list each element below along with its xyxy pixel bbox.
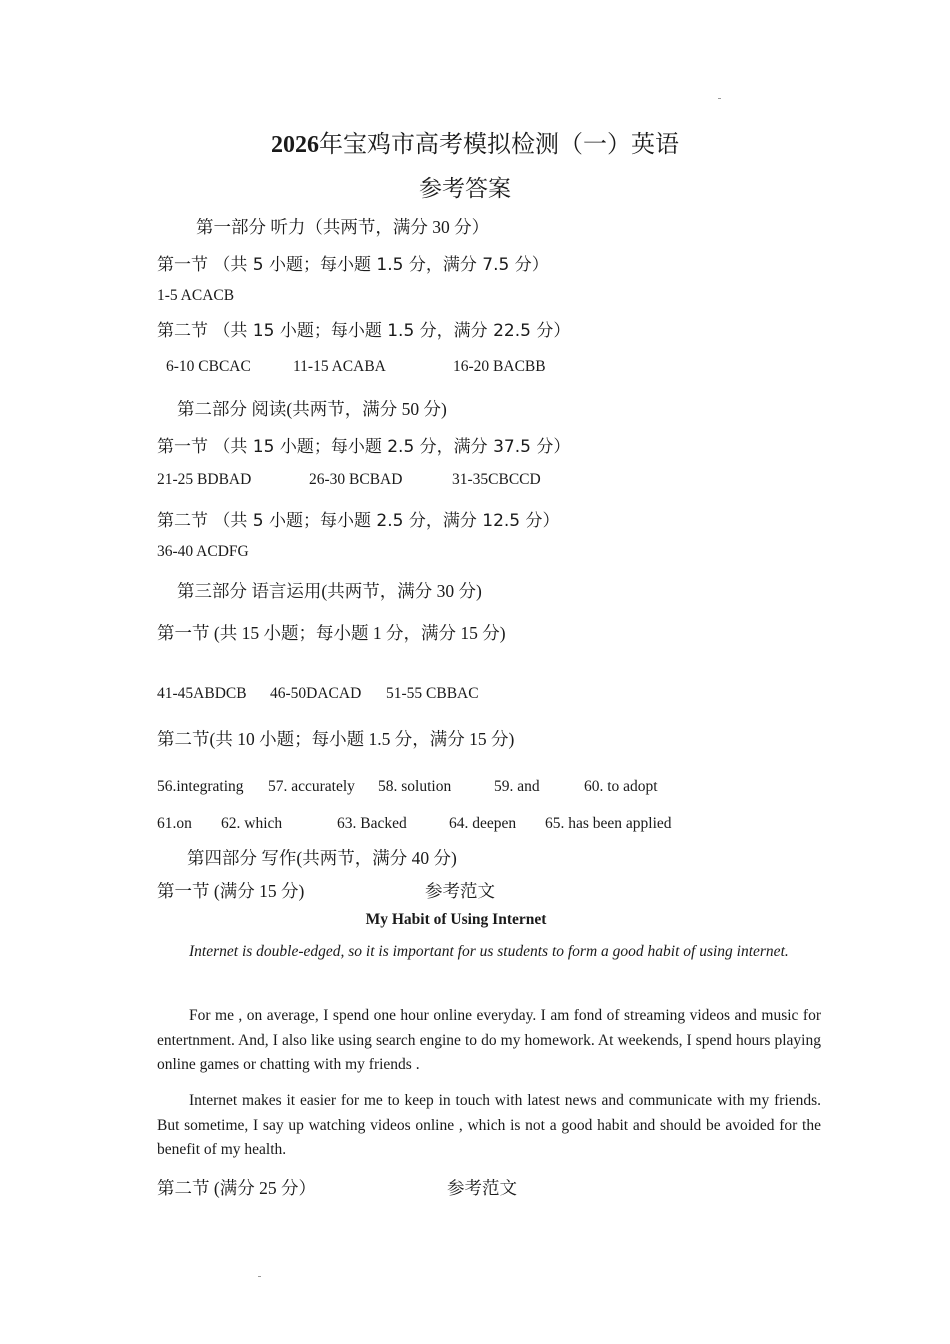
scan-speck bbox=[258, 1276, 261, 1277]
answer-item: 65. has been applied bbox=[545, 815, 672, 832]
part1-sec1-heading: 第一节 （共 5 小题；每小题 1.5 分，满分 7.5 分） bbox=[157, 255, 549, 275]
part1-sec2-heading: 第二节 （共 15 小题；每小题 1.5 分，满分 22.5 分） bbox=[157, 321, 571, 341]
answer-item: 61.on bbox=[157, 815, 192, 832]
part2-sec2-heading: 第二节 （共 5 小题；每小题 2.5 分，满分 12.5 分） bbox=[157, 511, 560, 531]
answer-group: 41-45ABDCB bbox=[157, 685, 247, 702]
answer-group: 6-10 CBCAC bbox=[166, 358, 251, 375]
part2-heading: 第二部分 阅读(共两节，满分 50 分) bbox=[177, 399, 447, 419]
part4-heading: 第四部分 写作(共两节，满分 40 分) bbox=[187, 848, 457, 868]
essay-title: My Habit of Using Internet bbox=[365, 911, 547, 928]
answer-item: 64. deepen bbox=[449, 815, 517, 832]
part4-sec1-heading: 第一节 (满分 15 分) bbox=[157, 881, 305, 901]
part4-sec2-heading: 第二节 (满分 25 分） bbox=[157, 1178, 316, 1198]
part2-sec1-heading: 第一节 （共 15 小题；每小题 2.5 分，满分 37.5 分） bbox=[157, 437, 571, 457]
answer-group: 31-35CBCCD bbox=[452, 471, 541, 488]
part3-sec1-heading: 第一节 (共 15 小题；每小题 1 分，满分 15 分) bbox=[157, 623, 506, 643]
essay-paragraph: Internet makes it easier for me to keep in touch with latest news and communicate with my friends. But sometime, I say up watching videos online , which is not a good habit and should be avoided for the benefit of my health. bbox=[157, 1092, 821, 1158]
answer-group: 21-25 BDBAD bbox=[157, 471, 252, 488]
answer-item: 62. which bbox=[221, 815, 283, 832]
answer-item: 57. accurately bbox=[268, 778, 355, 795]
part1-heading: 第一部分 听力（共两节，满分 30 分） bbox=[196, 217, 490, 237]
answer-group: 51-55 CBBAC bbox=[386, 685, 479, 702]
part3-heading: 第三部分 语言运用(共两节，满分 30 分) bbox=[177, 581, 482, 601]
answer-group: 46-50DACAD bbox=[270, 685, 362, 702]
answer-group: 26-30 BCBAD bbox=[309, 471, 403, 488]
part3-sec2-heading: 第二节(共 10 小题；每小题 1.5 分，满分 15 分) bbox=[157, 729, 515, 749]
answer-group: 1-5 ACACB bbox=[157, 287, 235, 304]
sample-essay-label: 参考范文 bbox=[447, 1178, 517, 1198]
document-title: 2026年宝鸡市高考模拟检测（一）英语 bbox=[271, 132, 679, 158]
sample-essay-label: 参考范文 bbox=[425, 881, 495, 901]
answer-item: 59. and bbox=[494, 778, 540, 795]
document-subtitle: 参考答案 bbox=[419, 176, 511, 201]
answer-group: 16-20 BACBB bbox=[453, 358, 546, 375]
answer-item: 63. Backed bbox=[337, 815, 407, 832]
answer-group: 36-40 ACDFG bbox=[157, 543, 249, 560]
answer-item: 56.integrating bbox=[157, 778, 244, 795]
answer-item: 60. to adopt bbox=[584, 778, 658, 795]
scan-speck bbox=[718, 98, 721, 99]
essay-paragraph: Internet is double-edged, so it is important for us students to form a good habit of using internet. bbox=[189, 943, 789, 960]
answer-group: 11-15 ACABA bbox=[293, 358, 386, 375]
answer-item: 58. solution bbox=[378, 778, 452, 795]
essay-paragraph: For me , on average, I spend one hour online everyday. I am fond of streaming videos and music for entertnment. And, I also like using search engine to do my homework. At weekends, I spend hours playing online games or chatting with my friends . bbox=[157, 1007, 821, 1073]
